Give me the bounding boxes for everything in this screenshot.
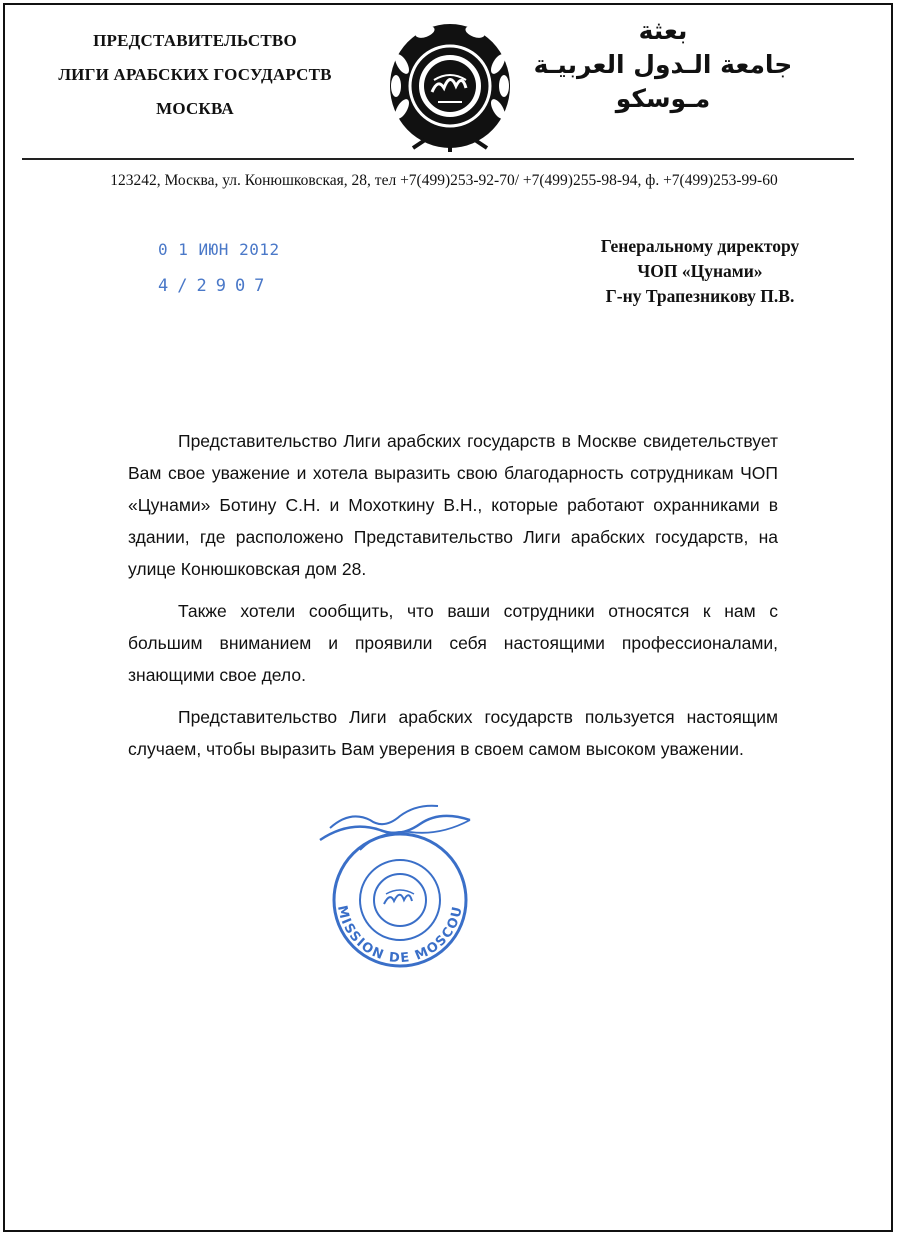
seal-text: MISSION DE MOSCOU xyxy=(334,904,466,967)
addressee-name: Г-ну Трапезникову П.В. xyxy=(605,286,795,306)
body-paragraph-3: Представительство Лиги арабских государств пользуется настоящим случаем, чтобы выразить Вам уверения в своем самом высоком уважении. xyxy=(128,707,778,759)
letterhead-ru-line-2: ЛИГИ АРАБСКИХ ГОСУДАРСТВ xyxy=(58,65,332,84)
registration-number-stamp: 4/2907 xyxy=(158,276,274,296)
body-paragraph-1: Представительство Лиги арабских государств в Москве свидетельствует Вам свое уважение и хотела выразить свою благодарность сотрудникам ЧОП «Цунами» Ботину С.Н. и Мохоткину В.Н., которые работают охранниками в здании, где расположено Представительство Лиги арабских государств, на улице Конюшковская дом 28. xyxy=(128,431,778,579)
letterhead-ar-line-3: مـوسكو xyxy=(615,84,711,113)
letterhead-arabic xyxy=(528,14,798,116)
addressee-company: ЧОП «Цунами» xyxy=(637,261,763,281)
registration-date-stamp: 0 1 ИЮН 2012 xyxy=(158,240,280,259)
addressee-position: Генеральному директору xyxy=(600,236,800,256)
letterhead-ar-line-1: بعثة xyxy=(638,16,688,45)
svg-text:MISSION DE MOSCOU xyxy=(334,904,466,966)
addressee-block xyxy=(540,234,860,309)
letterhead-russian xyxy=(30,24,360,126)
mission-seal-stamp xyxy=(300,800,500,970)
body-paragraph-2: Также хотели сообщить, что ваши сотрудники относятся к нам с большим вниманием и проявили себя настоящими профессионалами, знающими свое дело. xyxy=(128,601,778,685)
letter-body xyxy=(128,425,778,765)
arab-league-emblem xyxy=(380,14,520,154)
letterhead-ru-line-1: ПРЕДСТАВИТЕЛЬСТВО xyxy=(93,31,297,50)
contact-address: 123242, Москва, ул. Конюшковская, 28, тел +7(499)253-92-70/ +7(499)255-98-94, ф. +7(499)253-99-60 xyxy=(110,172,778,189)
letterhead-ar-line-2: جامعة الـدول العربيـة xyxy=(533,50,793,79)
letterhead-ru-line-3: МОСКВА xyxy=(156,99,234,118)
letterhead-divider xyxy=(22,158,854,160)
